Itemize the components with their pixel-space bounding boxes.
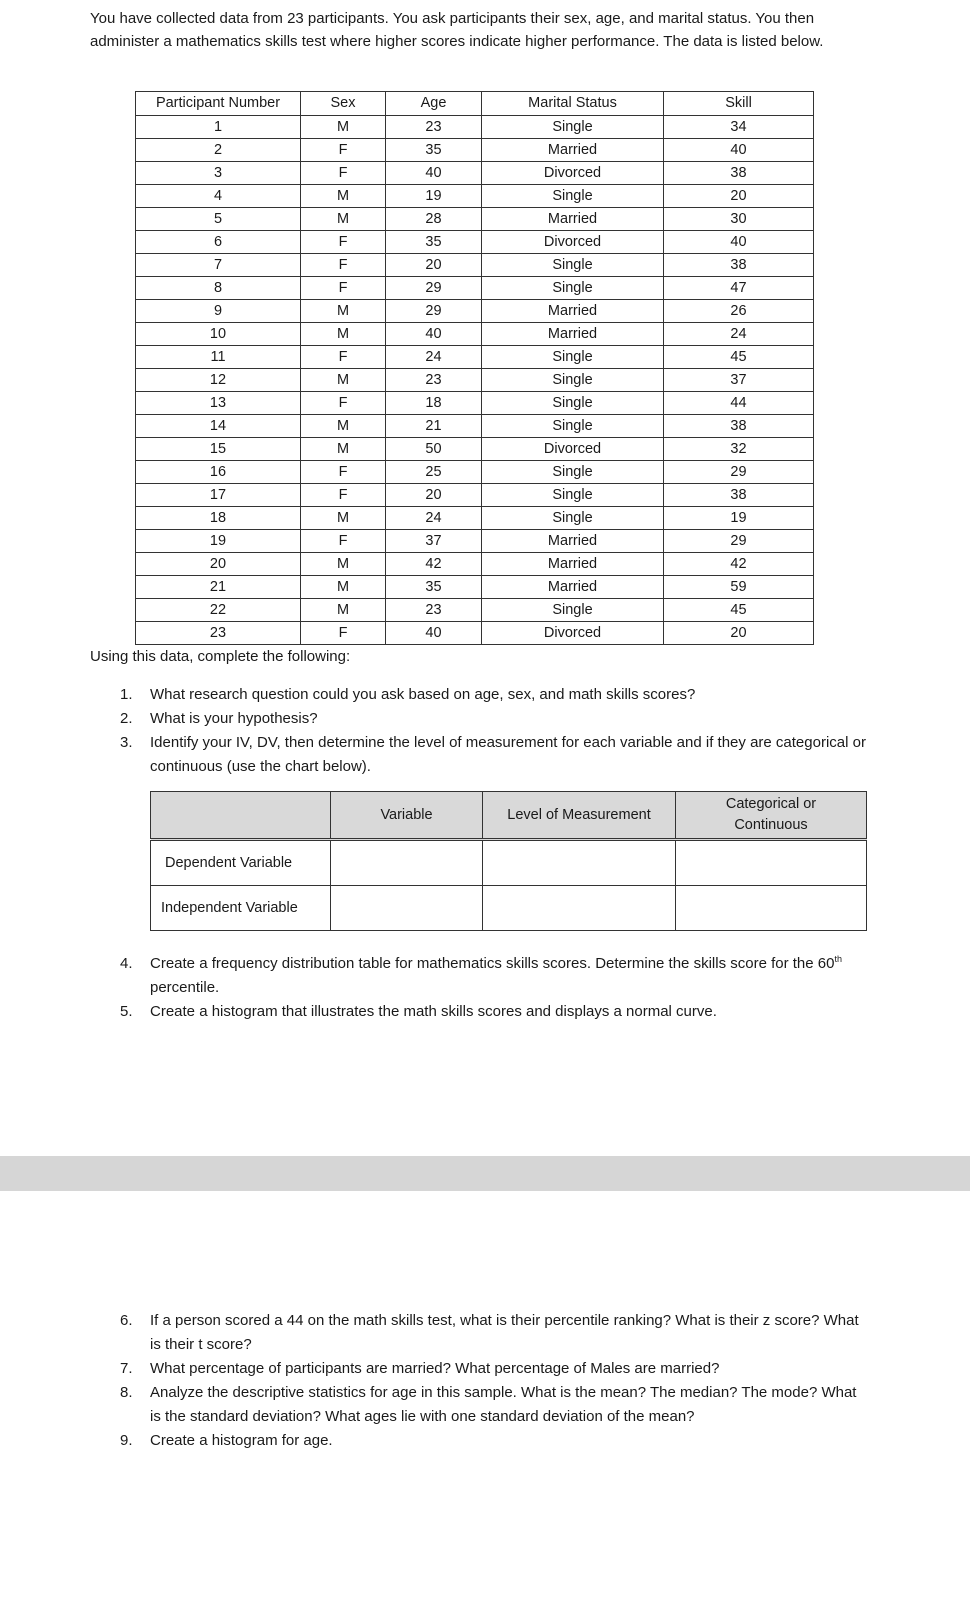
- question-item: [120, 1357, 870, 1381]
- participant-number-cell: 7: [136, 254, 301, 277]
- participant-number-cell: 13: [136, 392, 301, 415]
- sex-cell: M: [301, 415, 386, 438]
- participant-number-cell: 17: [136, 484, 301, 507]
- table-row: [136, 415, 814, 438]
- iv-variable-cell[interactable]: [331, 886, 483, 931]
- question-list-part3: [120, 1309, 870, 1453]
- question-number: 9.: [120, 1432, 133, 1449]
- table-row: [136, 116, 814, 139]
- sex-cell: M: [301, 599, 386, 622]
- question-number: 8.: [120, 1384, 133, 1401]
- sex-cell: F: [301, 392, 386, 415]
- question-text: What research question could you ask based on age, sex, and math skills scores?: [150, 686, 696, 703]
- sex-cell: F: [301, 254, 386, 277]
- participant-number-cell: 19: [136, 530, 301, 553]
- row-label: Independent Variable: [151, 886, 331, 931]
- table-row: [136, 530, 814, 553]
- participant-number-cell: 5: [136, 208, 301, 231]
- participant-number-cell: 12: [136, 369, 301, 392]
- sex-cell: F: [301, 484, 386, 507]
- skill-cell: 45: [664, 599, 814, 622]
- age-cell: 40: [386, 622, 482, 645]
- sex-cell: M: [301, 553, 386, 576]
- age-cell: 19: [386, 185, 482, 208]
- question-text: If a person scored a 44 on the math skills test, what is their percentile ranking? What is their z score? What is their t score?: [150, 1312, 859, 1353]
- dv-level-cell[interactable]: [483, 840, 676, 886]
- row-label: Dependent Variable: [151, 840, 331, 886]
- table-row: [136, 277, 814, 300]
- sex-cell: F: [301, 346, 386, 369]
- skill-cell: 40: [664, 139, 814, 162]
- question-text-end: percentile.: [150, 979, 220, 996]
- skill-cell: 38: [664, 162, 814, 185]
- marital-status-cell: Single: [482, 185, 664, 208]
- dv-type-cell[interactable]: [676, 840, 867, 886]
- question-text: Create a histogram for age.: [150, 1432, 333, 1449]
- sex-cell: M: [301, 208, 386, 231]
- table-row: [136, 254, 814, 277]
- question-item: [120, 707, 870, 731]
- table-row: [136, 185, 814, 208]
- sex-cell: M: [301, 300, 386, 323]
- participant-number-cell: 21: [136, 576, 301, 599]
- skill-cell: 29: [664, 461, 814, 484]
- participant-number-cell: 14: [136, 415, 301, 438]
- sex-cell: F: [301, 530, 386, 553]
- skill-cell: 44: [664, 392, 814, 415]
- sex-cell: F: [301, 622, 386, 645]
- marital-status-cell: Single: [482, 392, 664, 415]
- marital-status-cell: Single: [482, 254, 664, 277]
- instructions-lead: Using this data, complete the following:: [90, 648, 351, 665]
- question-item: [120, 952, 870, 1000]
- age-cell: 20: [386, 484, 482, 507]
- sex-cell: M: [301, 323, 386, 346]
- sex-cell: M: [301, 116, 386, 139]
- header-variable: Variable: [331, 792, 483, 840]
- age-cell: 35: [386, 576, 482, 599]
- data-table-body: [136, 116, 814, 645]
- header-level-of-measurement: Level of Measurement: [483, 792, 676, 840]
- age-cell: 40: [386, 162, 482, 185]
- participant-number-cell: 11: [136, 346, 301, 369]
- skill-cell: 38: [664, 484, 814, 507]
- question-list-part2: [120, 952, 870, 1024]
- skill-cell: 38: [664, 415, 814, 438]
- participant-number-cell: 9: [136, 300, 301, 323]
- sex-cell: M: [301, 438, 386, 461]
- marital-status-cell: Married: [482, 553, 664, 576]
- table-row: [136, 438, 814, 461]
- skill-cell: 30: [664, 208, 814, 231]
- header-blank: [151, 792, 331, 840]
- skill-cell: 37: [664, 369, 814, 392]
- skill-cell: 34: [664, 116, 814, 139]
- age-cell: 40: [386, 323, 482, 346]
- age-cell: 23: [386, 599, 482, 622]
- table-row: [136, 139, 814, 162]
- iv-type-cell[interactable]: [676, 886, 867, 931]
- age-cell: 24: [386, 346, 482, 369]
- table-row: [136, 369, 814, 392]
- marital-status-cell: Single: [482, 599, 664, 622]
- skill-cell: 38: [664, 254, 814, 277]
- marital-status-cell: Single: [482, 461, 664, 484]
- skill-cell: 24: [664, 323, 814, 346]
- age-cell: 28: [386, 208, 482, 231]
- question-number: 4.: [120, 955, 133, 972]
- ordinal-superscript: th: [834, 954, 842, 964]
- header-categorical-or-continuous: Categorical or Continuous: [676, 792, 867, 840]
- marital-status-cell: Married: [482, 139, 664, 162]
- skill-cell: 45: [664, 346, 814, 369]
- table-row: [136, 507, 814, 530]
- table-row: [136, 323, 814, 346]
- participant-number-cell: 18: [136, 507, 301, 530]
- header-participant-number: Participant Number: [136, 92, 301, 116]
- marital-status-cell: Divorced: [482, 438, 664, 461]
- sex-cell: F: [301, 139, 386, 162]
- marital-status-cell: Married: [482, 576, 664, 599]
- intro-paragraph: You have collected data from 23 participants. You ask participants their sex, age, and marital status. You then administer a mathematics skills test where higher scores indicate higher performance. The data is listed below.: [90, 10, 824, 50]
- marital-status-cell: Married: [482, 323, 664, 346]
- header-marital-status: Marital Status: [482, 92, 664, 116]
- header-age: Age: [386, 92, 482, 116]
- sex-cell: M: [301, 507, 386, 530]
- sex-cell: F: [301, 277, 386, 300]
- table-row: [136, 208, 814, 231]
- question-text: Create a frequency distribution table for mathematics skills scores. Determine the skills score for the 60: [150, 955, 835, 972]
- table-row: [136, 162, 814, 185]
- question-item: [120, 1309, 870, 1357]
- sex-cell: F: [301, 461, 386, 484]
- header-sex: Sex: [301, 92, 386, 116]
- age-cell: 50: [386, 438, 482, 461]
- question-number: 6.: [120, 1312, 133, 1329]
- age-cell: 20: [386, 254, 482, 277]
- iv-level-cell[interactable]: [483, 886, 676, 931]
- participant-number-cell: 1: [136, 116, 301, 139]
- question-text: Identify your IV, DV, then determine the level of measurement for each variable and if they are categorical or continuous (use the chart below).: [150, 734, 866, 775]
- marital-status-cell: Married: [482, 300, 664, 323]
- participant-number-cell: 10: [136, 323, 301, 346]
- skill-cell: 26: [664, 300, 814, 323]
- dependent-variable-row: [151, 840, 867, 886]
- table-row: [136, 392, 814, 415]
- marital-status-cell: Single: [482, 415, 664, 438]
- age-cell: 35: [386, 231, 482, 254]
- question-text: What percentage of participants are married? What percentage of Males are married?: [150, 1360, 720, 1377]
- marital-status-cell: Single: [482, 484, 664, 507]
- table-row: [136, 231, 814, 254]
- marital-status-cell: Married: [482, 208, 664, 231]
- sex-cell: M: [301, 576, 386, 599]
- page-separator: [0, 1156, 970, 1191]
- table-row: [136, 461, 814, 484]
- age-cell: 25: [386, 461, 482, 484]
- participant-data-table: [135, 91, 814, 645]
- skill-cell: 29: [664, 530, 814, 553]
- question-item: [120, 731, 870, 779]
- age-cell: 29: [386, 300, 482, 323]
- age-cell: 29: [386, 277, 482, 300]
- skill-cell: 59: [664, 576, 814, 599]
- skill-cell: 42: [664, 553, 814, 576]
- independent-variable-row: [151, 886, 867, 931]
- participant-number-cell: 23: [136, 622, 301, 645]
- question-item: [120, 1429, 870, 1453]
- data-table-header-row: [136, 92, 814, 116]
- question-text: What is your hypothesis?: [150, 710, 318, 727]
- participant-number-cell: 3: [136, 162, 301, 185]
- table-row: [136, 484, 814, 507]
- age-cell: 23: [386, 116, 482, 139]
- skill-cell: 40: [664, 231, 814, 254]
- skill-cell: 47: [664, 277, 814, 300]
- skill-cell: 20: [664, 622, 814, 645]
- marital-status-cell: Divorced: [482, 622, 664, 645]
- question-item: [120, 1381, 870, 1429]
- marital-status-cell: Single: [482, 116, 664, 139]
- skill-cell: 19: [664, 507, 814, 530]
- age-cell: 24: [386, 507, 482, 530]
- participant-number-cell: 2: [136, 139, 301, 162]
- question-text: Create a histogram that illustrates the math skills scores and displays a normal curve.: [150, 1003, 717, 1020]
- question-number: 7.: [120, 1360, 133, 1377]
- age-cell: 35: [386, 139, 482, 162]
- variable-table-header-row: [151, 792, 867, 840]
- table-row: [136, 553, 814, 576]
- table-row: [136, 576, 814, 599]
- table-row: [136, 346, 814, 369]
- marital-status-cell: Divorced: [482, 162, 664, 185]
- participant-number-cell: 22: [136, 599, 301, 622]
- participant-number-cell: 16: [136, 461, 301, 484]
- table-row: [136, 300, 814, 323]
- age-cell: 23: [386, 369, 482, 392]
- marital-status-cell: Single: [482, 277, 664, 300]
- sex-cell: M: [301, 369, 386, 392]
- question-list-part1: [120, 683, 870, 779]
- marital-status-cell: Single: [482, 346, 664, 369]
- participant-number-cell: 4: [136, 185, 301, 208]
- skill-cell: 32: [664, 438, 814, 461]
- variable-measurement-table: [150, 791, 867, 931]
- sex-cell: M: [301, 185, 386, 208]
- dv-variable-cell[interactable]: [331, 840, 483, 886]
- question-number: 2.: [120, 710, 133, 727]
- marital-status-cell: Single: [482, 507, 664, 530]
- age-cell: 21: [386, 415, 482, 438]
- question-text: Analyze the descriptive statistics for age in this sample. What is the mean? The median? The mode? What is the standard deviation? What ages lie with one standard deviation of the mean?: [150, 1384, 857, 1425]
- skill-cell: 20: [664, 185, 814, 208]
- marital-status-cell: Single: [482, 369, 664, 392]
- question-number: 3.: [120, 734, 133, 751]
- age-cell: 37: [386, 530, 482, 553]
- header-skill: Skill: [664, 92, 814, 116]
- participant-number-cell: 15: [136, 438, 301, 461]
- sex-cell: F: [301, 162, 386, 185]
- marital-status-cell: Divorced: [482, 231, 664, 254]
- age-cell: 18: [386, 392, 482, 415]
- age-cell: 42: [386, 553, 482, 576]
- table-row: [136, 622, 814, 645]
- question-number: 5.: [120, 1003, 133, 1020]
- sex-cell: F: [301, 231, 386, 254]
- question-item: [120, 1000, 870, 1024]
- marital-status-cell: Married: [482, 530, 664, 553]
- question-item: [120, 683, 870, 707]
- table-row: [136, 599, 814, 622]
- participant-number-cell: 8: [136, 277, 301, 300]
- question-number: 1.: [120, 686, 133, 703]
- participant-number-cell: 6: [136, 231, 301, 254]
- participant-number-cell: 20: [136, 553, 301, 576]
